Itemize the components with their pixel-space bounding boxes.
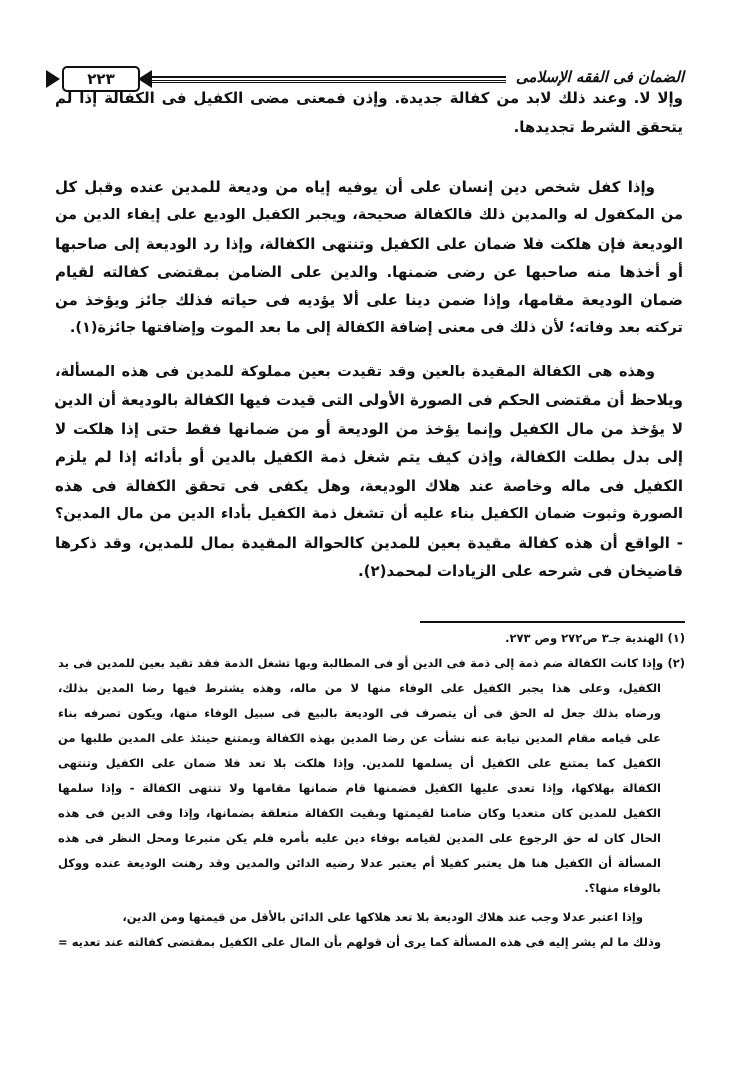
footnote-2-continuation: وإذا اعتبر عدلا وجب عند هلاك الوديعة بلا تعد هلاكها على الدائن بالأقل من قيمتها ومن الدين، — [122, 910, 643, 924]
footnote-2-line: الحال كان له حق الرجوع على المدين لقيامه بوفاء دين عليه بأمره فلم يكن متبرعا ومحل النظر فى هذه — [58, 831, 661, 845]
text-line: إلى بدل بطلت الكفالة، وإذن كيف يتم شغل ذمة الكفيل بالدين أو بأدائه إذا لم يلزم — [55, 448, 683, 466]
footnote-2-line: الكفيل، وعلى هذا يجبر الكفيل على الوفاء منها لا من ماله، وهذه يشترط فيها رضا المدين بذلك، — [58, 681, 661, 695]
text-line: الصورة وثبوت ضمان الكفيل بناء عليه أن تشغل ذمة الكفيل بأداء الدين من مال المدين؟ — [55, 506, 683, 522]
text-line: من المكفول له والمدين ذلك فالكفالة صحيحة، ويجبر الكفيل الوديع على إيفاء الدين من — [55, 207, 683, 223]
footnote-2-line: (٢) وإذا كانت الكفالة ضم ذمة إلى ذمة فى الدين أو فى المطالبة وبها تشغل الذمة فقد تقيد بعين للمدين فى يد — [58, 656, 685, 670]
footnote-2-line: المسألة أن الكفيل هنا هل يعتبر كفيلا أم يعتبر عدلا رضيه الدائن والمدين وقد رهنت الوديعة عنده ووكل — [58, 856, 661, 870]
footnote-2-line: الكفالة بهلاكها، وإذا تعدى عليها الكفيل فضمنها قام ضمانها مقامها ولا تنتهى الكفالة - وإذا سلمها — [58, 781, 661, 795]
text-line: يتحقق الشرط تجديدها. — [513, 118, 683, 136]
text-line: أو أخذها منه صاحبها عن رضى ضمنها. والدين على الضامن بمقتضى كفالته لقيام — [55, 263, 683, 281]
book-title: الضمان فى الفقه الإسلامى — [515, 68, 684, 86]
text-line: - الواقع أن هذه كفالة مقيدة بعين للمدين كالحوالة المقيدة بمال للمدين، وقد ذكرها — [55, 534, 683, 552]
text-line: الوديعة فإن هلكت فلا ضمان على الكفيل وتنتهى الكفالة، وإذا رد الوديعة إلى صاحبها — [55, 235, 683, 253]
footnote-separator — [420, 621, 685, 623]
footnote-2-line: على قيامه مقام المدين نيابة عنه نشأت عن رضا المدين بهذه الكفالة ويمتنع حينئذ على المدين طلبها من — [58, 731, 661, 745]
text-line: وإذا كفل شخص دين إنسان على أن يوفيه إياه من وديعة للمدين عنده وقبل كل — [55, 178, 655, 196]
footnote-2-line: بالوفاء منها؟. — [584, 881, 661, 895]
page-number: ٢٢٣ — [62, 66, 140, 92]
text-line: قاضيخان فى شرحه على الزيادات لمحمد(٢). — [357, 562, 683, 580]
text-line: ويلاحظ أن مقتضى الحكم فى الصورة الأولى التى قيدت فيها الكفالة بالوديعة أن الدين — [54, 391, 683, 409]
footnote-2-line: الكفيل للمدين كان متعديا وكان ضامنا لقيمتها وبقيت الكفالة متعلقة بضمانها، وإذا وفى الدين فى هذه — [58, 806, 661, 820]
footnote-2-line: الكفيل كما يمتنع على الكفيل أن يسلمها للمدين. وإذا هلكت بلا تعد فلا ضمان على الكفيل وتنتهى — [58, 756, 661, 770]
header-rule-thin — [150, 82, 506, 83]
text-line: وإلا لا. وعند ذلك لابد من كفالة جديدة. وإذن فمعنى مضى الكفيل فى الكفالة إذا لم — [55, 89, 683, 107]
text-line: تركته بعد وفاته؛ لأن ذلك فى معنى إضافة الكفالة إلى ما بعد الموت وإضافتها جائزة(١). — [69, 320, 683, 336]
text-line: ضمان الوديعة مقامها، وإذا ضمن دينا على ألا يؤديه فى حياته فذلك جائز ويؤخذ من — [55, 291, 683, 309]
text-line: الكفيل فى ماله وخاصة عند هلاك الوديعة، وهل يكفى فى تحقق الكفالة فى هذه — [55, 477, 683, 495]
footnote-2-line: ورضاه بذلك جعل له الحق فى أن يتصرف فى الوديعة بالبيع فى سبيل الوفاء منها، ويكون تصرفه بناء — [58, 706, 661, 720]
header-rule — [150, 76, 506, 81]
footnote-2-continuation: وذلك ما لم يشر إليه فى هذه المسألة كما يرى أن قولهم بأن المال على الكفيل بمقتضى كفالته عند تعديه = — [58, 935, 661, 949]
text-line: وهذه هى الكفالة المقيدة بالعين وقد تقيدت بعين مملوكة للمدين فى هذه المسألة، — [55, 364, 655, 380]
footnote-1: (١) الهندية جـ٣ ص٢٧٢ وص ٢٧٣. — [505, 631, 685, 645]
text-line: لا يؤخذ من مال الكفيل وإنما يؤخذ من الوديعة أو من ضمانها فقط حتى إذا هلكت لا — [55, 420, 683, 438]
